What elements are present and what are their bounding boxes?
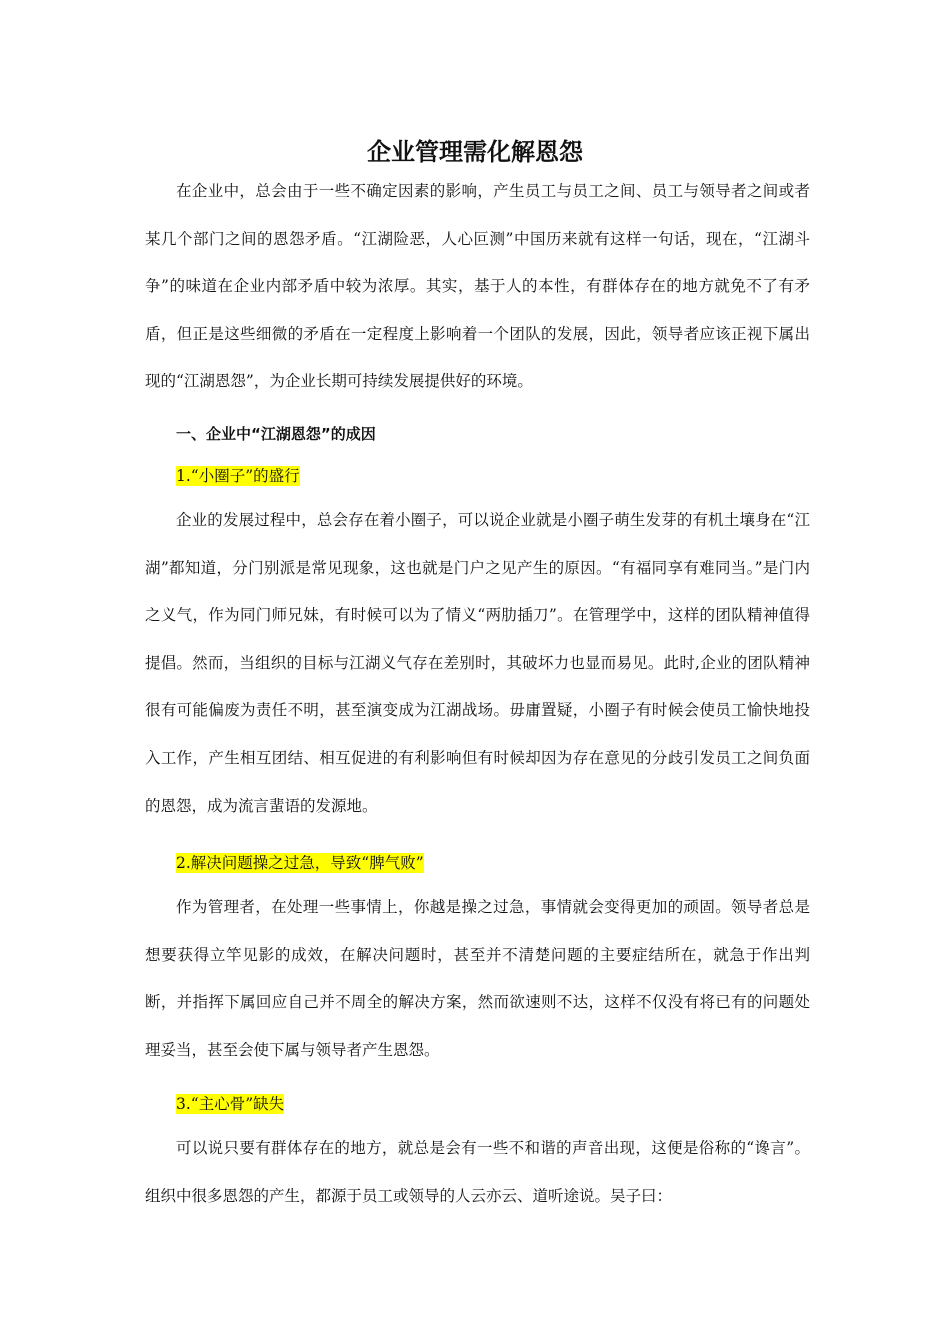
subheading-3: [176, 1094, 284, 1114]
body-paragraph-3: 可以说只要有群体存在的地方，就总是会有一些不和谐的声音出现，这便是俗称的“谗言”。组织中很多恩怨的产生，都源于员工或领导的人云亦云、道听途说。吴子曰：: [145, 1139, 810, 1205]
section-heading: 一、企业中“江湖恩怨”的成因: [176, 425, 376, 443]
intro-paragraph: 在企业中，总会由于一些不确定因素的影响，产生员工与员工之间、员工与领导者之间或者某几个部门之间的恩怨矛盾。“江湖险恶，人心叵测”中国历来就有这样一句话，现在，“江湖斗争”的味道在企业内部矛盾中较为浓厚。其实，基于人的本性，有群体存在的地方就免不了有矛盾，但正是这些细微的矛盾在一定程度上影响着一个团队的发展，因此，领导者应该正视下属出现的“江湖恩怨”，为企业长期可持续发展提供好的环境。: [145, 182, 810, 391]
body-paragraph-2: 作为管理者，在处理一些事情上，你越是操之过急，事情就会变得更加的顽固。领导者总是想要获得立竿见影的成效，在解决问题时，甚至并不清楚问题的主要症结所在，就急于作出判断，并指挥下属回应自己并不周全的解决方案，然而欲速则不达，这样不仅没有将已有的问题处理妥当，甚至会使下属与领导者产生恩怨。: [145, 898, 810, 1059]
subheading-1-label: 1.“小圈子”的盛行: [176, 467, 300, 485]
document-title: 企业管理需化解恩怨: [367, 138, 583, 166]
subheading-3-label: 3.“主心骨”缺失: [176, 1095, 285, 1113]
subheading-1: [176, 466, 300, 486]
body-paragraph-1: 企业的发展过程中，总会存在着小圈子，可以说企业就是小圈子萌生发芽的有机土壤身在“江湖”都知道，分门别派是常见现象，这也就是门户之见产生的原因。“有福同享有难同当。”是门内之义气，作为同门师兄妹，有时候可以为了情义“两肋插刀”。在管理学中，这样的团队精神值得提倡。然而，当组织的目标与江湖义气存在差别时，其破坏力也显而易见。此时,企业的团队精神很有可能偏废为责任不明，甚至演变成为江湖战场。毋庸置疑，小圈子有时候会使员工愉快地投入工作，产生相互团结、相互促进的有利影响但有时候却因为存在意见的分歧引发员工之间负面的恩怨，成为流言蜚语的发源地。: [145, 511, 810, 815]
subheading-2-label: 2.解决问题操之过急，导致“脾气败”: [176, 854, 424, 872]
subheading-2: [176, 853, 424, 873]
